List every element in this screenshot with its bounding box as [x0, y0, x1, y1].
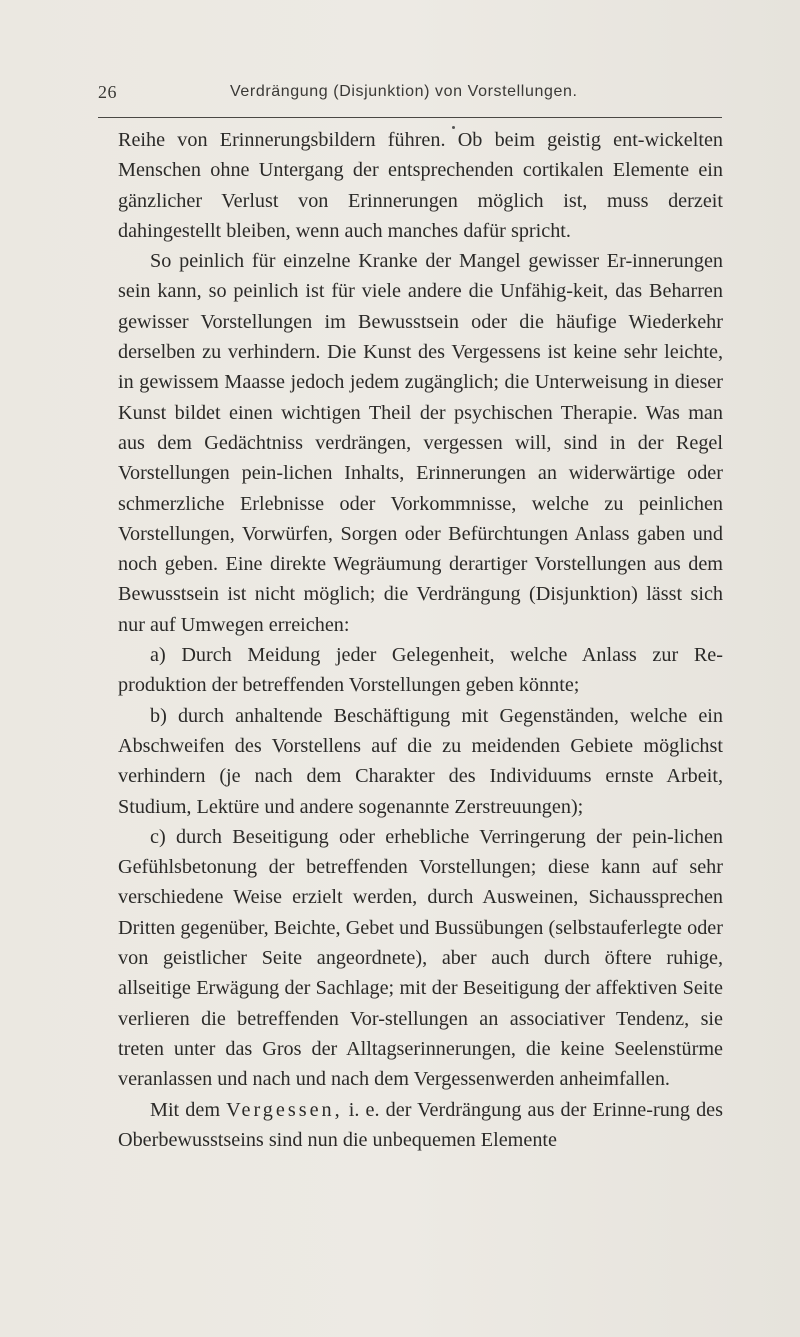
page-number: 26: [98, 82, 117, 102]
list-item-b: b) durch anhaltende Beschäftigung mit Gegenständen, welche ein Abschweifen des Vorstellens auf die zu meidenden Gebiete möglichst verhindern (je nach dem Charakter des Individuums ernste Arbeit, Studium, Lektüre und andere sogenannte Zerstreuungen);: [118, 704, 723, 818]
paragraph-vergessen: [118, 1095, 723, 1156]
paragraph-art-of-forgetting: So peinlich für einzelne Kranke der Mangel gewisser Er-innerungen sein kann, so peinlich ist für viele andere die Unfähig-keit, das Beharren gewisser Vorstellungen im Bewusstsein oder die häufige Wiederkehr derselben zu verhindern. Die Kunst des Vergessens ist keine sehr leichte, in gewissem Maasse jedoch jedem zugänglich; die Unterweisung in dieser Kunst bildet einen wichtigen Theil der psychischen Therapie. Was man aus dem Gedächtniss verdrängen, vergessen will, sind in der Regel Vorstellungen pein-lichen Inhalts, Erinnerungen an widerwärtige oder schmerzliche Erlebnisse oder Vorkommnisse, welche zu peinlichen Vorstellungen, Vorwürfen, Sorgen oder Befürchtungen Anlass gaben und noch geben. Eine direkte Wegräumung derartiger Vorstellungen aus dem Bewusstsein ist nicht möglich; die Verdrängung (Disjunktion) lässt sich nur auf Umwegen erreichen:: [118, 250, 723, 636]
list-item-a: a) Durch Meidung jeder Gelegenheit, welche Anlass zur Re-produktion der betreffenden Vorstellungen geben könnte;: [118, 644, 723, 697]
body-text: [118, 125, 723, 1155]
header-rule: [98, 117, 722, 118]
page-header: [98, 76, 722, 116]
paragraph-continuation: Reihe von Erinnerungsbildern führen. Ob beim geistig ent-wickelten Menschen ohne Untergang der entsprechenden cortikalen Elemente ein gänzlicher Verlust von Erinnerungen möglich ist, muss derzeit dahingestellt bleiben, wenn auch manches dafür spricht.: [118, 129, 723, 242]
running-head: Verdrängung (Disjunktion) von Vorstellungen.: [230, 83, 578, 100]
paragraph-rest: i. e. der Verdrängung aus der Erinne-rung des Oberbewusstseins sind nun die unbequemen Elemente: [118, 1098, 723, 1151]
emphasized-term: Vergessen,: [226, 1098, 343, 1121]
list-item-c: c) durch Beseitigung oder erhebliche Verringerung der pein-lichen Gefühlsbetonung der betreffenden Vorstellungen; diese kann auf sehr verschiedene Weise erzielt werden, durch Ausweinen, Sichaussprechen Dritten gegenüber, Beichte, Gebet und Bussübungen (selbstauferlegte oder von geistlicher Seite angeordnete), aber auch durch öftere ruhige, allseitige Erwägung der Sachlage; mit der Beseitigung der affektiven Seite verlieren die betreffenden Vor-stellungen an associativer Tendenz, sie treten unter das Gros der Alltagserinnerungen, die keine Seelenstürme veranlassen und nach und nach dem Vergessenwerden anheimfallen.: [118, 825, 723, 1091]
paragraph-lead: Mit dem: [150, 1098, 221, 1121]
